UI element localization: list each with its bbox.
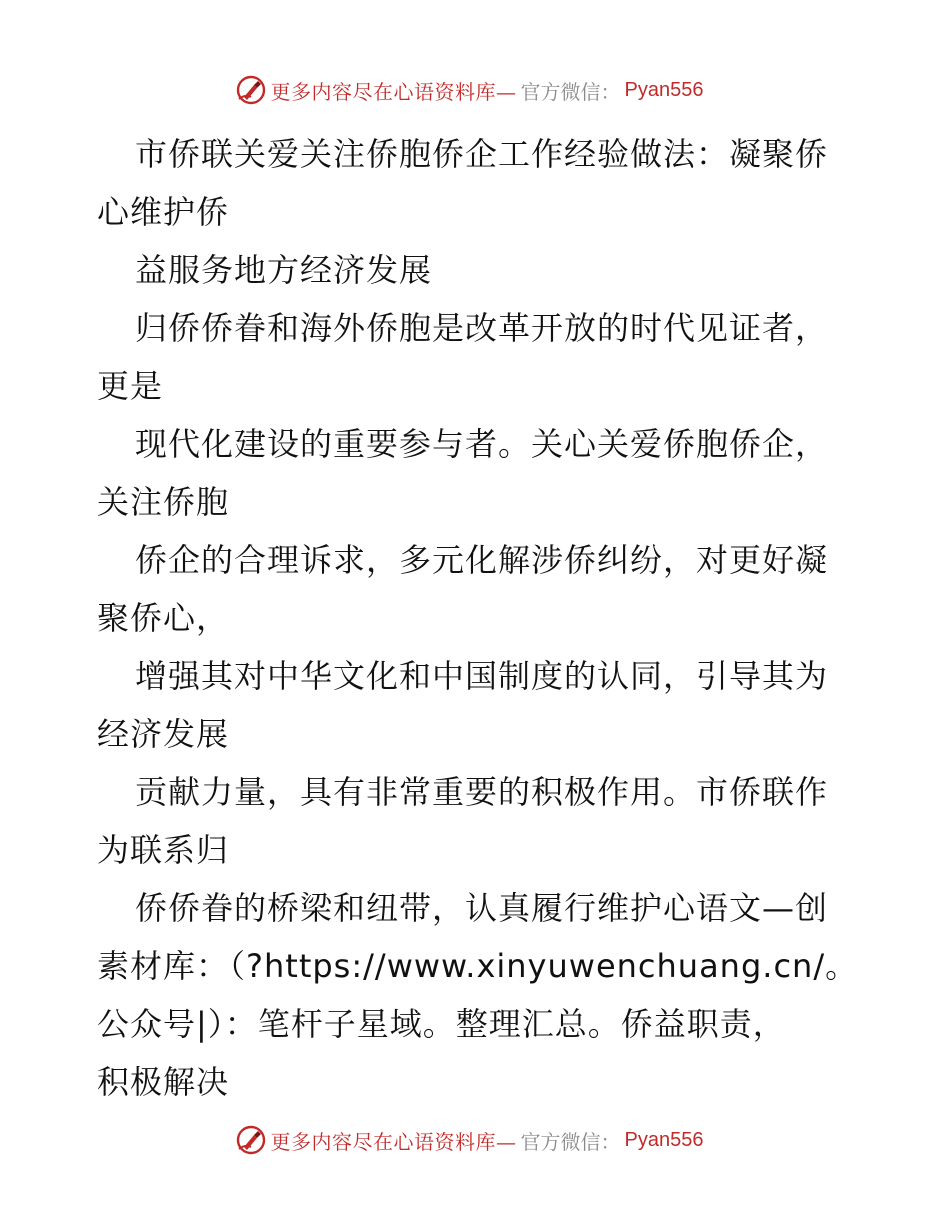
banner-wechat-id: Pyan556 bbox=[624, 78, 704, 101]
text-line: 聚侨心， bbox=[97, 599, 230, 637]
text-line: 现代化建设的重要参与者。关心关爱侨胞侨企， bbox=[135, 425, 829, 463]
footer-banner bbox=[0, 1122, 950, 1158]
text-line: 素材库：（?https://www.xinyuwenchuang.cn/。 bbox=[97, 947, 859, 985]
text-line: 关注侨胞 bbox=[97, 483, 230, 521]
banner-promo-text: 更多内容尽在心语资料库— bbox=[270, 79, 517, 104]
text-line: 归侨侨眷和海外侨胞是改革开放的时代见证者， bbox=[135, 309, 829, 347]
header-banner bbox=[0, 72, 950, 108]
text-line: 增强其对中华文化和中国制度的认同，引导其为 bbox=[135, 657, 829, 695]
document-body bbox=[97, 125, 867, 1111]
footer-wechat-label: 官方微信： bbox=[520, 1129, 621, 1154]
text-line: 经济发展 bbox=[97, 715, 230, 753]
header-banner-inner bbox=[235, 74, 704, 106]
banner-wechat-label: 官方微信： bbox=[520, 79, 621, 104]
text-line: 侨企的合理诉求，多元化解涉侨纠纷，对更好凝 bbox=[135, 541, 829, 579]
text-line: 积极解决 bbox=[97, 1063, 230, 1101]
footer-banner-inner bbox=[235, 1124, 704, 1156]
pen-logo-icon bbox=[235, 74, 267, 106]
text-line: 贡献力量，具有非常重要的积极作用。市侨联作 bbox=[135, 773, 829, 811]
footer-wechat-id: Pyan556 bbox=[624, 1128, 704, 1151]
text-line: 市侨联关爱关注侨胞侨企工作经验做法：凝聚侨 bbox=[135, 135, 829, 173]
text-line: 更是 bbox=[97, 367, 164, 405]
text-line: 益服务地方经济发展 bbox=[135, 251, 433, 289]
pen-logo-icon bbox=[235, 1124, 267, 1156]
footer-promo-text: 更多内容尽在心语资料库— bbox=[270, 1129, 517, 1154]
text-line: 心维护侨 bbox=[97, 193, 230, 231]
text-line: 公众号|）：笔杆子星域。整理汇总。侨益职责， bbox=[97, 1005, 786, 1043]
text-line: 为联系归 bbox=[97, 831, 230, 869]
text-line: 侨侨眷的桥梁和纽带，认真履行维护心语文—创 bbox=[135, 889, 829, 927]
